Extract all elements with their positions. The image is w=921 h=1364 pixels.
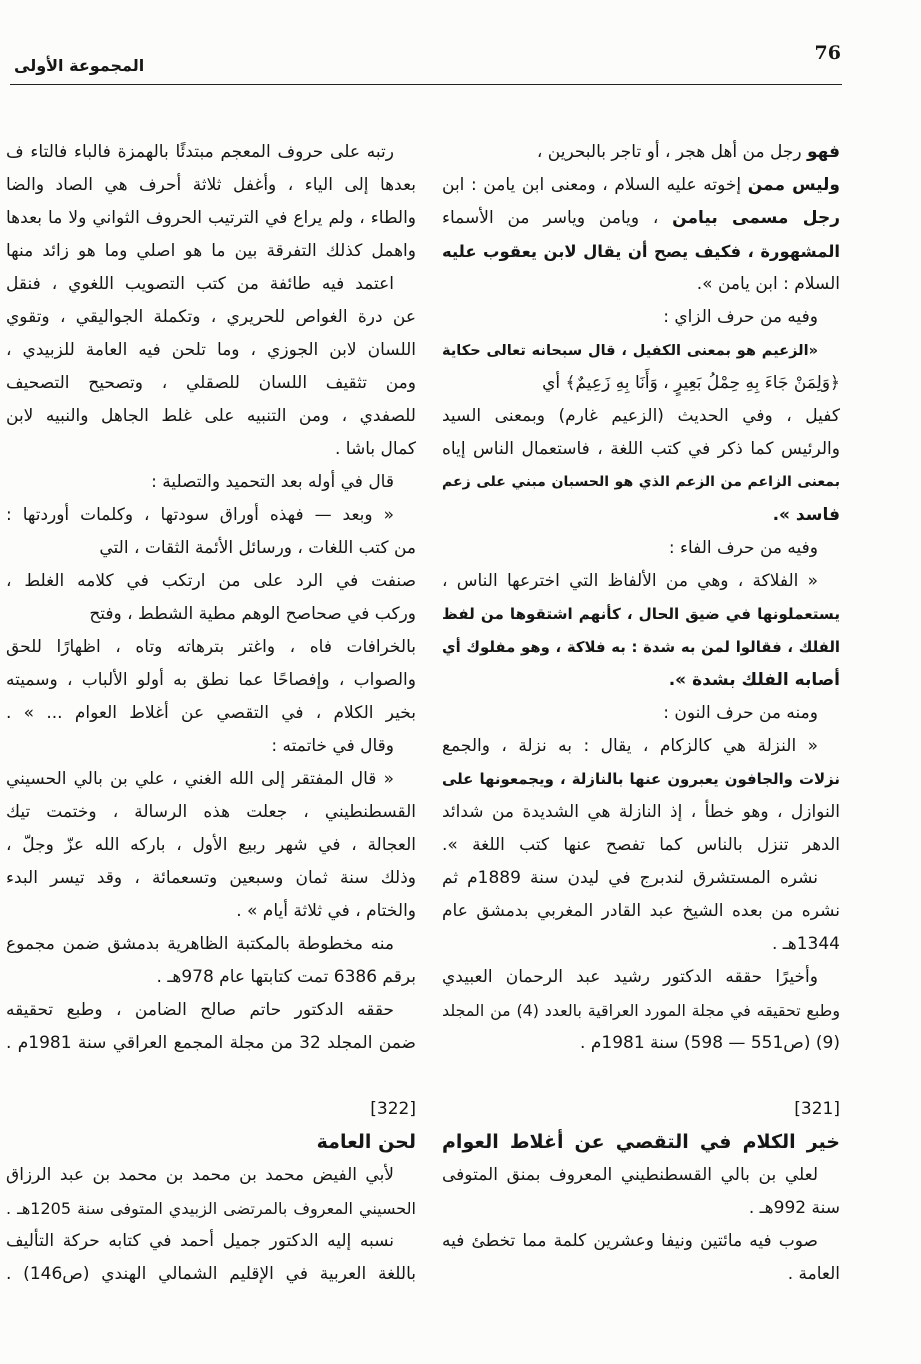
line-content [442,1231,818,1251]
line-text: منه مخطوطة بالمكتبة الظاهرية بدمشق ضمن مجموع [6,934,394,954]
text-line [442,994,840,1027]
line-content [442,802,840,822]
text-line [6,928,416,961]
paragraph [6,1225,416,1291]
entry-number-text: [322] [370,1099,416,1119]
text-line [442,1225,840,1258]
line-text: ومنه من حرف النون : [663,703,818,723]
line-text: القسطنطيني ، جعلت هذه الرسالة ، وختمت تيك [6,802,416,822]
paragraph [442,334,840,532]
line-content [663,703,818,723]
line-text: صوب فيه مائتين ونيفا وعشرين كلمة مما تخطئ فيه [442,1231,818,1251]
line-text: اعتمد فيه طائفة من كتب التصويب اللغوي ، فنقل [6,274,394,294]
text-line [6,466,416,499]
entry [6,1093,416,1291]
paragraph [6,730,416,763]
left-column [6,136,416,1291]
line-content [6,769,394,789]
line-content [6,835,416,855]
line-text: وأخيرًا حققه الدكتور رشيد عبد الرحمان العبيدي [442,967,818,987]
text-line [442,268,840,301]
line-text: نسبه إليه الدكتور جميل أحمد في كتابه حركة التأليف [6,1231,394,1251]
line-content [6,340,416,360]
line-content [442,901,840,921]
line-text: رتبه على حروف المعجم مبتدئًا بالهمزة فالباء فالتاء ف [6,142,394,162]
bold-text: رجل مسمى بيامن [672,208,840,228]
bold-text: نزلات والجافون يعبرون عنها بالنازلة ، ويجمعونها على [442,770,840,788]
line-content [442,175,840,195]
line-content [442,406,840,426]
text-line [442,664,840,697]
line-content [6,1199,416,1218]
text-line [6,1258,416,1291]
entry-title [6,1126,416,1159]
paragraph [442,565,840,697]
text-line [6,169,416,202]
line-text: وذلك سنة ثمان وسبعين وتسعمائة ، وقد تيسر البدء [6,868,416,888]
text-line [442,400,840,433]
text-line [6,532,416,565]
entry-title [442,1126,840,1159]
line-content [99,538,416,558]
bold-text: بمعنى الزاعم من الزعم الذي هو الحسبان مبني على زعم [442,474,840,490]
text-line [442,301,840,334]
header-rule [10,84,842,85]
line-text: 1344هـ . [771,934,840,954]
line-text: بخير الكلام ، في التقصي عن أغلاط العوام ... » . [6,703,416,723]
text-line [442,961,840,994]
text-line [442,829,840,862]
line-content [236,901,416,921]
text-line [442,697,840,730]
line-content [151,472,394,492]
bold-text: فهو [806,142,840,162]
line-content [669,670,840,690]
text-line [442,763,840,796]
line-text: « الفلاكة ، وهي من الألفاظ التي اخترعها الناس ، [442,571,818,591]
line-text: والرئيس كما ذكر في كتب اللغة ، فاستعمال الناس إياه [442,439,840,459]
line-content [442,638,840,656]
line-content [6,373,416,393]
paragraph [6,268,416,466]
paragraph [442,1225,840,1291]
text-line [442,565,840,598]
text-line [6,499,416,532]
line-text: العجالة ، في شهر ربيع الأول ، باركه الله عزّ وجلّ ، [6,835,416,855]
text-line [442,862,840,895]
text-line [6,895,416,928]
line-text: برقم 6386 تمت كتابتها عام 978هـ . [156,967,416,987]
line-text: ضمن المجلد 32 من مجلة المجمع العراقي سنة 1981م . [6,1033,416,1053]
line-text: سنة 992هـ . [748,1198,840,1218]
line-text: صنفت في الرد على من ارتكب في كلامه الغلط ، [6,571,416,591]
line-content [157,967,416,987]
entry-number [6,1093,416,1126]
line-text: وفيه من حرف الفاء : [668,538,818,558]
paragraph [442,532,840,565]
line-content [6,142,394,162]
line-text: « وبعد — فهذه أوراق سودتها ، وكلمات أوردتها : [6,505,394,525]
line-content [442,1165,818,1185]
line-content [542,373,840,393]
line-content [442,474,840,490]
text-line [6,202,416,235]
text-line [6,763,416,796]
paragraph [6,994,416,1060]
line-content [6,1165,394,1185]
line-content [6,406,416,426]
paragraph [442,697,840,730]
text-line [6,367,416,400]
line-text: إخوته عليه السلام ، ومعنى ابن يامن : ابن [442,175,748,195]
line-text: ومن تثقيف اللسان للصقلي ، وتصحيح التصحيف [6,373,416,393]
line-text: عن درة الغواص للحريري ، وتكملة الجواليقي ، وتقوي [6,307,416,327]
entry-number-text: [321] [794,1099,840,1119]
line-content [89,604,416,624]
line-content [669,538,818,558]
line-content [442,208,840,228]
text-line [6,400,416,433]
line-text: « النزلة هي كالزكام ، يقال : به نزلة ، والجمع [442,736,818,756]
paragraph [6,499,416,730]
line-content [442,605,840,623]
line-text: لعلي بن بالي القسطنطيني المعروف بمنق المتوفى [442,1165,818,1185]
line-text: بالخرافات فاه ، واغتر بترهاته وتاه ، اظهارًا للحق [6,637,416,657]
paragraph [6,1159,416,1225]
text-line [442,1027,840,1060]
line-content [6,802,416,822]
line-content [6,307,416,327]
line-content [271,736,394,756]
line-content [6,934,394,954]
line-content [442,736,818,756]
text-line [6,1225,416,1258]
text-line [6,664,416,697]
line-text: وقال في خاتمته : [271,736,394,756]
line-text: قال في أوله بعد التحميد والتصلية : [151,472,394,492]
line-content [6,637,416,657]
line-content [6,274,394,294]
line-content [697,274,840,294]
text-line [6,1027,416,1060]
line-text: نشره من بعده الشيخ عبد القادر المغربي بدمشق عام [442,901,840,921]
text-line [6,301,416,334]
text-line [6,862,416,895]
line-text: والطاء ، ولم يراع في الترتيب الحروف الثواني ولا ما بعدها [6,208,416,228]
line-text: النوازل ، وهو خطأ ، إذ النازلة هي الشديدة من شدائد [442,802,840,822]
line-text: وطبع تحقيقه في مجلة المورد العراقية بالعدد (4) من المجلد [442,1001,841,1020]
line-content [442,868,818,888]
text-line [6,433,416,466]
paragraph [442,136,840,301]
line-text: ﴿وَلِمَنْ جَاءَ بِهِ حِمْلُ بَعِيرٍ ، وَأَنَا بِهِ زَعِيمٌ﴾ أي [542,373,840,393]
line-content [442,571,818,591]
entry-number [442,1093,840,1126]
line-content [442,770,840,788]
line-content [537,142,840,162]
paragraph [442,961,840,1060]
line-content [442,342,818,359]
line-content [6,1264,416,1284]
line-content [442,967,818,987]
text-line [442,1258,840,1291]
line-text: رجل من أهل هجر ، أو تاجر بالبحرين ، [536,142,807,162]
text-line [442,1192,840,1225]
bold-text: «الزعيم هو بمعنى الكفيل ، قال سبحانه تعالى حكاية [442,342,818,359]
bold-text: أصابه الفلك بشدة ». [668,670,840,690]
line-content [6,505,394,525]
text-line [442,631,840,664]
line-content [6,208,416,228]
line-text: باللغة العربية في الإقليم الشمالي الهندي (ص146) . [6,1264,416,1284]
bold-text: المشهورة ، فكيف يصح أن يقال لابن يعقوب عليه [442,242,840,261]
line-text: السلام : ابن يامن ». [696,274,840,294]
line-content [6,1231,394,1251]
text-line [6,598,416,631]
line-content [580,1033,840,1053]
text-line [442,169,840,202]
line-content [335,439,416,459]
line-text: واهمل كذلك التفرقة بين ما هو اصلي وما هو زائد منها [6,241,416,261]
line-content [6,1000,394,1020]
text-line [442,928,840,961]
line-text: من كتب اللغات ، ورسائل الأئمة الثقات ، التي [99,538,416,558]
text-line [442,796,840,829]
text-line [6,136,416,169]
line-text: حققه الدكتور حاتم صالح الضامن ، وطبع تحقيقه [6,1000,394,1020]
paragraph [6,136,416,268]
text-line [442,532,840,565]
text-line [6,235,416,268]
text-line [442,235,840,268]
entry-title-text: لحن العامة [316,1131,416,1153]
text-line [6,268,416,301]
text-line [6,565,416,598]
line-content [6,670,416,690]
text-line [442,499,840,532]
text-line [6,961,416,994]
line-content [663,307,818,327]
line-text: بعدها إلى الياء ، وأغفل ثلاثة أحرف هي الصاد والضا [6,175,416,195]
bold-text: يستعملونها في ضيق الحال ، كأنهم اشتقوها من لفظ [442,605,840,623]
text-line [6,994,416,1027]
text-line [6,730,416,763]
paragraph [442,730,840,862]
paragraph [442,301,840,334]
line-text: وركب في صحاصح الوهم مطية الشطط ، وفتح [89,604,416,624]
line-content [773,505,840,525]
line-content [6,175,416,195]
entry [442,1093,840,1291]
right-column [442,136,840,1291]
text-line [442,895,840,928]
line-text: كمال باشا . [335,439,416,459]
text-line [442,730,840,763]
line-text: الدهر تنزل بالناس كما تفصح عنها كتب اللغة ». [442,835,840,855]
line-text: الحسيني المعروف بالمرتضى الزبيدي المتوفى سنة 1205هـ . [6,1199,416,1218]
paragraph [442,1159,840,1225]
line-text: العامة . [787,1264,840,1284]
text-line [6,334,416,367]
paragraph [6,466,416,499]
line-content [6,703,416,723]
text-line [6,796,416,829]
line-text: (9) (ص551 — 598) سنة 1981م . [580,1033,840,1053]
text-line [6,1159,416,1192]
paragraph [442,862,840,961]
text-line [442,1159,840,1192]
text-line [442,367,840,400]
line-text: كفيل ، وفي الحديث (الزعيم غارم) وبمعنى السيد [442,406,840,426]
line-content [442,835,840,855]
text-line [442,433,840,466]
line-text: وفيه من حرف الزاي : [663,307,818,327]
line-content [772,934,840,954]
paragraph [6,763,416,928]
text-line [6,697,416,730]
page-number: 76 [814,42,841,64]
line-text: « قال المفتقر إلى الله الغني ، علي بن بالي الحسيني [6,769,394,789]
line-content [788,1264,840,1284]
line-text: اللسان لابن الجوزي ، وما تلحن فيه العامة للزبيدي ، [6,340,416,360]
text-line [442,334,840,367]
paragraph [6,928,416,994]
line-text: للصفدي ، ومن التنبيه على غلط الجاهل والنبيه لابن [6,406,416,426]
line-content [6,1033,416,1053]
line-text: والختام ، في ثلاثة أيام » . [236,901,416,921]
line-content [442,1001,840,1020]
bold-text: الفلك ، فقالوا لمن به شدة : به فلاكة ، وهو مفلوك أي [442,638,840,656]
text-line [442,466,840,499]
line-content [6,868,416,888]
line-content [749,1198,840,1218]
line-content [442,242,840,261]
line-text: نشره المستشرق لندبرج في ليدن سنة 1889م ثم [442,868,819,888]
line-content [442,439,840,459]
bold-text: فاسد ». [772,505,840,525]
text-line [6,829,416,862]
line-text: لأبي الفيض محمد بن محمد بن محمد بن عبد الرزاق [6,1165,394,1185]
running-title: المجموعة الأولى [14,56,145,75]
line-text: والصواب ، وإفصاحًا عما نطق به أولو الألباب ، وسميته [6,670,416,690]
text-line [6,1192,416,1225]
line-content [6,571,416,591]
text-line [6,631,416,664]
text-line [442,598,840,631]
line-text: ، ويامن وياسر من الأسماء [442,208,673,228]
bold-text: وليس ممن [747,175,841,195]
entry-title-text: خير الكلام في التقصي عن أغلاط العوام [442,1131,840,1153]
line-content [6,241,416,261]
text-line [442,136,840,169]
text-line [442,202,840,235]
